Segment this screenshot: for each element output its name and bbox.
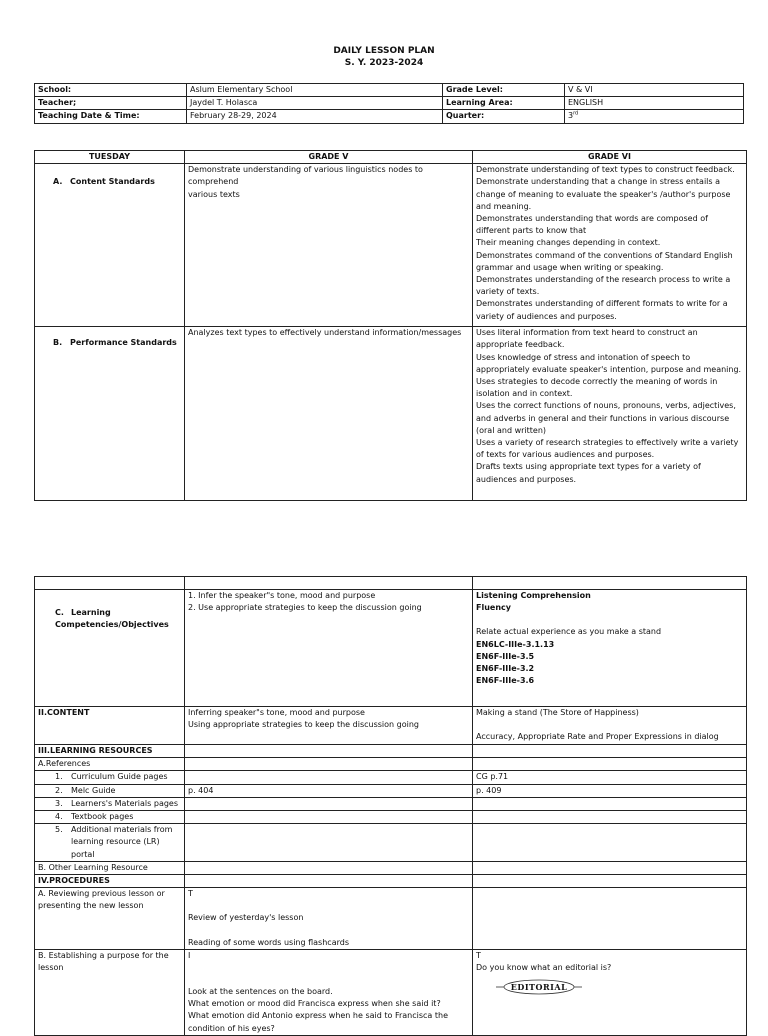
- obj-g6-heading: Listening Comprehension: [476, 591, 591, 600]
- content-g6-line: Demonstrates understanding that words are composed of different parts to know that: [476, 214, 708, 236]
- reference-row: [35, 797, 747, 810]
- reference-label: [35, 797, 185, 810]
- reference-num: 3.: [55, 798, 63, 808]
- objectives-g5: [185, 590, 473, 707]
- reference-text: Additional materials from: [71, 825, 173, 835]
- quarter-suffix: rd: [573, 110, 579, 117]
- reference-g6: [473, 824, 747, 862]
- reference-row: [35, 824, 747, 862]
- content-g6-line: Accuracy, Appropriate Rate and Proper Expressions in dialog: [476, 732, 719, 742]
- perf-g6-line: Drafts texts using appropriate text types for a variety of audiences and purposes.: [476, 462, 701, 484]
- reference-label: [35, 824, 185, 862]
- reference-text: learning resource (LR): [71, 837, 160, 847]
- content-label-text: Content Standards: [70, 177, 155, 187]
- procedure-text: What emotion did Antonio express when he said to Francisca the condition of his eyes?: [188, 1011, 448, 1033]
- content-g5-line: various texts: [188, 189, 240, 199]
- obj-label-line: Learning: [71, 608, 111, 617]
- content-label: II.CONTENT: [35, 707, 185, 745]
- empty-cell: [473, 758, 747, 771]
- reference-row: [35, 771, 747, 784]
- teacher-label: Teacher;: [35, 97, 187, 110]
- resources-label: III.LEARNING RESOURCES: [35, 745, 185, 758]
- content-g6-line: Demonstrate understanding of text types to construct feedback.: [476, 165, 735, 175]
- reference-g6: CG p.71: [473, 771, 747, 784]
- reference-g6: [473, 811, 747, 824]
- procedure-text: T: [476, 950, 481, 960]
- obj-letter: C.: [55, 608, 64, 617]
- obj-g6-code: EN6F-IIIe-3.6: [476, 676, 535, 686]
- content-standards-g5: [185, 164, 473, 327]
- editorial-banner: [496, 979, 582, 995]
- school-value: Aslum Elementary School: [187, 84, 443, 97]
- obj-g5-line: 2. Use appropriate strategies to keep the discussion going: [188, 603, 422, 613]
- reference-text: Learners's Materials pages: [71, 798, 179, 808]
- reference-text: Melc Guide: [71, 785, 116, 795]
- perf-g6-line: Uses a variety of research strategies to effectively write a variety of texts for various audiences and purposes.: [476, 438, 739, 460]
- empty-cell: [185, 861, 473, 874]
- quarter-label: Quarter:: [443, 110, 565, 123]
- procedure-text: T: [188, 889, 193, 899]
- procedure-text: I: [188, 950, 191, 960]
- obj-label-line: Competencies/Objectives: [55, 620, 169, 630]
- procedure-a-g5: [185, 888, 473, 950]
- content-letter: A.: [53, 177, 63, 187]
- empty-cell: [473, 745, 747, 758]
- content-standards-label: [35, 164, 185, 327]
- procedures-label: IV.PROCEDURES: [35, 875, 185, 888]
- reference-g6: [473, 797, 747, 810]
- date-value: February 28-29, 2024: [187, 110, 443, 123]
- reference-num: 2.: [55, 785, 63, 795]
- procedure-text: What emotion or mood did Francisca express when she said it?: [188, 999, 441, 1009]
- empty-header-cell: [35, 577, 185, 590]
- reference-g5: [185, 824, 473, 862]
- reference-num: 1.: [55, 772, 63, 782]
- procedure-a-label: A. Reviewing previous lesson or presenting the new lesson: [35, 888, 185, 950]
- content-g5-line: Demonstrate understanding of various linguistics nodes to comprehend: [188, 165, 423, 187]
- obj-g6-code: EN6LC-IIIe-3.1.13: [476, 639, 555, 649]
- reference-text: portal: [71, 849, 95, 859]
- procedure-a-g6: [473, 888, 747, 950]
- references-label: A.References: [35, 758, 185, 771]
- empty-cell: [473, 875, 747, 888]
- reference-g5: p. 404: [185, 784, 473, 797]
- school-year: S. Y. 2023-2024: [344, 58, 424, 68]
- document-title: DAILY LESSON PLAN: [333, 46, 435, 56]
- teacher-value: Jaydel T. Holasca: [187, 97, 443, 110]
- reference-num: 4.: [55, 812, 63, 822]
- reference-label: [35, 771, 185, 784]
- content-g5-line: Inferring speaker"s tone, mood and purpose: [188, 708, 365, 717]
- other-resources-label: B. Other Learning Resource: [35, 861, 185, 874]
- grade-level-label: Grade Level:: [443, 84, 565, 97]
- grade-level-value: V & VI: [565, 84, 744, 97]
- standards-table: [34, 150, 747, 501]
- perf-letter: B.: [53, 338, 63, 348]
- empty-cell: [185, 758, 473, 771]
- empty-header-cell: [473, 577, 747, 590]
- reference-label: [35, 784, 185, 797]
- content-g5-line: Using appropriate strategies to keep the discussion going: [188, 720, 419, 730]
- content-standards-g6: [473, 164, 747, 327]
- content-g6-line: Demonstrates command of the conventions of Standard English grammar and usage when writing or speaking.: [476, 250, 733, 272]
- reference-label: [35, 811, 185, 824]
- content-g5: [185, 707, 473, 745]
- learning-area-value: ENGLISH: [565, 97, 744, 110]
- procedure-text: Do you know what an editorial is?: [476, 963, 612, 973]
- perf-g6-line: Uses the correct functions of nouns, pronouns, verbs, adjectives, and adverbs in general and their functions in various discourse (oral and written): [476, 401, 736, 435]
- info-table: [34, 83, 744, 124]
- reference-text: Curriculum Guide pages: [71, 772, 168, 782]
- content-g6: [473, 707, 747, 745]
- grade6-header: GRADE VI: [473, 151, 747, 164]
- obj-g5-line: 1. Infer the speaker"s tone, mood and purpose: [188, 591, 376, 600]
- date-label: Teaching Date & Time:: [35, 110, 187, 123]
- reference-g5: [185, 797, 473, 810]
- content-g6-line: Demonstrates understanding of the research process to write a variety of texts.: [476, 275, 731, 297]
- editorial-word: EDITORIAL: [510, 982, 568, 993]
- objectives-label: [35, 590, 185, 707]
- content-g6-line: Demonstrates understanding of different formats to write for a variety of audiences and purposes.: [476, 299, 728, 321]
- perf-g6-line: Uses literal information from text heard to construct an appropriate feedback.: [476, 328, 698, 350]
- procedure-b-g5: [185, 949, 473, 1035]
- content-g6-line: Demonstrate understanding that a change in stress entails a change of meaning to evaluate the speaker's /author's purpose and meaning.: [476, 177, 731, 211]
- procedure-text: Reading of some words using flashcards: [188, 937, 349, 947]
- grade5-header: GRADE V: [185, 151, 473, 164]
- quarter-number: 3: [568, 111, 574, 121]
- plan-table: [34, 576, 747, 1036]
- reference-g5: [185, 811, 473, 824]
- empty-cell: [185, 875, 473, 888]
- day-header: TUESDAY: [35, 151, 185, 164]
- perf-label-text: Performance Standards: [70, 338, 177, 348]
- perf-g6-line: Uses knowledge of stress and intonation of speech to appropriately evaluate speaker's intention, purpose and meaning.: [476, 352, 742, 374]
- reference-text: Textbook pages: [71, 812, 134, 822]
- procedure-text: Review of yesterday's lesson: [188, 913, 304, 923]
- obj-g6-code: EN6F-IIIe-3.5: [476, 651, 535, 661]
- perf-g6-line: Uses strategies to decode correctly the meaning of words in isolation and in context.: [476, 377, 718, 399]
- content-g6-line: Making a stand (The Store of Happiness): [476, 708, 639, 717]
- empty-header-cell: [185, 577, 473, 590]
- content-g6-line: Their meaning changes depending in context.: [476, 238, 661, 248]
- empty-cell: [473, 861, 747, 874]
- school-label: School:: [35, 84, 187, 97]
- page-title: [0, 45, 768, 69]
- procedure-b-g6: [473, 949, 747, 1035]
- obj-g6-heading: Fluency: [476, 603, 511, 613]
- reference-row: [35, 784, 747, 797]
- reference-g6: p. 409: [473, 784, 747, 797]
- obj-g6-text: Relate actual experience as you make a stand: [476, 627, 662, 637]
- performance-standards-label: [35, 327, 185, 501]
- reference-g5: [185, 771, 473, 784]
- reference-num: 5.: [55, 825, 63, 835]
- procedure-b-label: B. Establishing a purpose for the lesson: [35, 949, 185, 1035]
- learning-area-label: Learning Area:: [443, 97, 565, 110]
- empty-cell: [185, 745, 473, 758]
- objectives-g6: [473, 590, 747, 707]
- performance-standards-g5: Analyzes text types to effectively understand information/messages: [185, 327, 473, 501]
- quarter-value: [565, 110, 744, 123]
- reference-row: [35, 811, 747, 824]
- performance-standards-g6: [473, 327, 747, 501]
- obj-g6-code: EN6F-IIIe-3.2: [476, 664, 535, 674]
- procedure-text: Look at the sentences on the board.: [188, 987, 333, 997]
